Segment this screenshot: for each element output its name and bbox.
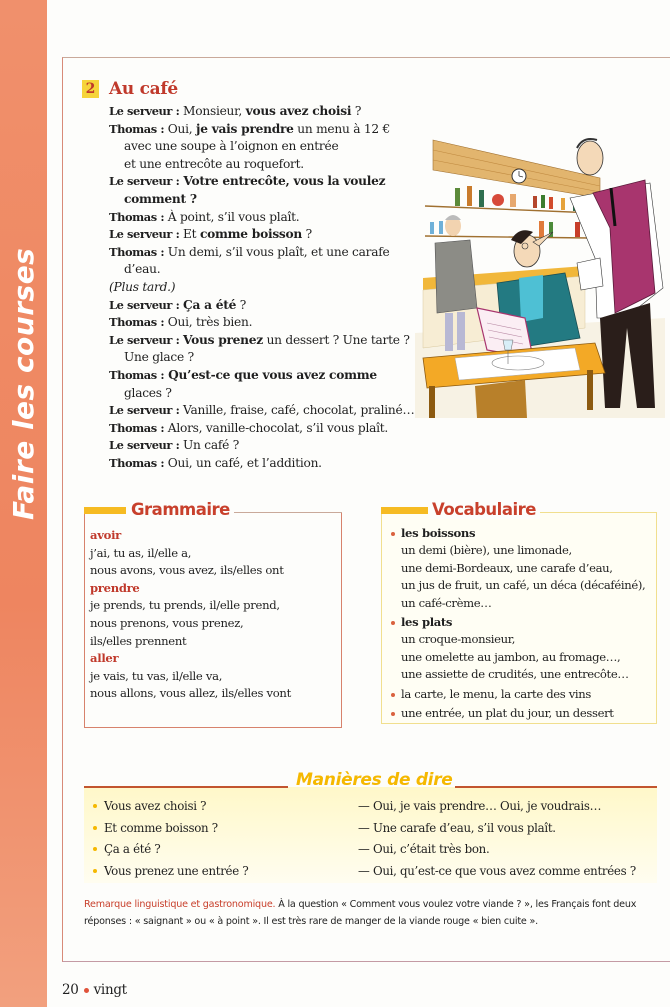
dialogue-line [109, 437, 429, 455]
section-number-badge: 2 [82, 80, 99, 98]
page-number-word: vingt [93, 982, 127, 998]
note-text: À la question « Comment vous voulez votre viande ? », les Français font deux réponses : « saignant » ou « à point ». Il est très rare de manger de la viande rouge « bien cuite ». [84, 899, 637, 927]
dialogue-line [109, 297, 429, 315]
line-text: Oui, [164, 121, 197, 136]
speaker: Thomas : [109, 121, 165, 136]
expressions-questions [92, 796, 342, 882]
line-text: À point, s’il vous plaît. [164, 209, 300, 224]
vocabulary-line: une assiette de crudités, une entrecôte… [401, 667, 629, 682]
page-number: 20 [62, 982, 79, 998]
expressions-title: Manières de dire [296, 770, 453, 790]
speaker: Thomas : [109, 455, 165, 470]
dialogue-line [109, 121, 429, 174]
dialogue-text [109, 103, 429, 472]
dialogue-line [109, 455, 429, 473]
chapter-side-band [0, 0, 47, 1007]
vocabulary-item [389, 525, 659, 612]
expressions-rule-right [455, 786, 657, 788]
note-label: Remarque linguistique et gastronomique. [84, 899, 276, 910]
vocabulary-content [389, 525, 659, 724]
verb-heading: prendre [90, 580, 140, 595]
vocabulary-category: les plats [401, 615, 453, 630]
vocabulary-title: Vocabulaire [429, 500, 540, 519]
verb-heading: avoir [90, 528, 121, 542]
expression-question: Vous avez choisi ? [92, 796, 342, 818]
line-continuation: comment ? [124, 191, 197, 206]
key-phrase: Votre entrecôte, vous la voulez [179, 174, 386, 189]
line-text: ? [351, 104, 362, 118]
expression-question: Ça a été ? [92, 839, 342, 861]
line-text: Oui, très bien. [164, 315, 253, 330]
expression-answer: — Oui, qu’est-ce que vous avez comme entrées ? [358, 863, 636, 878]
line-continuation: glaces ? [124, 385, 172, 400]
vocabulary-line: une omelette au jambon, au fromage…, [401, 649, 621, 664]
vocabulary-item: la carte, le menu, la carte des vins [389, 686, 659, 703]
speaker: Le serveur : [109, 438, 180, 453]
conjugation-line: ils/elles prennent [90, 633, 187, 648]
dialogue-line [109, 173, 429, 208]
dialogue-line [109, 367, 429, 402]
line-continuation: avec une soupe à l’oignon en entrée [124, 139, 339, 154]
line-continuation: Une glace ? [124, 350, 194, 365]
cultural-note [84, 897, 654, 930]
vocabulary-top-rule [537, 512, 657, 513]
grammar-title: Grammaire [128, 500, 234, 519]
vocabulary-line: une demi-Bordeaux, une carafe d’eau, [401, 560, 613, 575]
line-continuation: d’eau. [124, 262, 161, 277]
stage-direction: (Plus tard.) [109, 279, 176, 294]
speaker: Thomas : [109, 315, 165, 330]
expression-question: Vous prenez une entrée ? [92, 861, 342, 883]
key-phrase: vous avez choisi [245, 104, 352, 118]
dialogue-title: Au café [109, 79, 178, 99]
vocabulary-item [389, 614, 659, 684]
line-text: un menu à 12 € [293, 121, 390, 136]
expression-answer: — Oui, je vais prendre… Oui, je voudrais… [358, 799, 602, 813]
verb-heading: aller [90, 651, 119, 666]
cafe-illustration [415, 118, 665, 418]
conjugation-line: nous allons, vous allez, ils/elles vont [90, 686, 291, 701]
key-phrase: Qu’est-ce que vous avez comme [164, 367, 377, 382]
dialogue-line [109, 332, 429, 367]
line-text: ? [236, 297, 247, 312]
conjugation-line: nous prenons, vous prenez, [90, 615, 244, 630]
line-text: Alors, vanille-chocolat, s’il vous plaît. [164, 420, 389, 435]
speaker: Le serveur : [109, 297, 180, 312]
speaker: Le serveur : [109, 104, 180, 118]
expression-question: Et comme boisson ? [92, 818, 342, 840]
expressions-rule-left [84, 786, 288, 788]
dialogue-line [109, 103, 429, 121]
speaker: Thomas : [109, 367, 165, 382]
chapter-title: Faire les courses [7, 247, 40, 520]
vocabulary-line: un jus de fruit, un café, un déca (décaféiné), [401, 578, 646, 593]
key-phrase: Vous prenez [183, 332, 263, 347]
grammar-content [90, 527, 340, 703]
dialogue-line [109, 314, 429, 332]
conjugation-line: je vais, tu vas, il/elle va, [90, 668, 223, 683]
vocabulary-category: les boissons [401, 526, 476, 540]
speaker: Le serveur : [109, 174, 180, 189]
vocabulary-line: un croque-monsieur, [401, 632, 516, 647]
dialogue-line [109, 402, 429, 420]
vocabulary-item: une entrée, un plat du jour, un dessert [389, 705, 659, 722]
dialogue-line [109, 209, 429, 227]
line-text: Et [179, 227, 200, 242]
line-text: Vanille, fraise, café, chocolat, praliné… [179, 403, 415, 418]
dialogue-line [109, 226, 429, 244]
speaker: Thomas : [109, 420, 165, 435]
line-text: Un café ? [179, 438, 239, 453]
line-text: un dessert ? Une tarte ? [262, 332, 410, 347]
grammar-tab-marker [84, 507, 126, 514]
line-text: ? [302, 227, 312, 242]
line-continuation: et une entrecôte au roquefort. [124, 156, 304, 171]
speaker: Le serveur : [109, 332, 180, 347]
expression-answer: — Une carafe d’eau, s’il vous plaît. [358, 820, 556, 835]
speaker: Le serveur : [109, 403, 180, 418]
speaker: Thomas : [109, 209, 165, 224]
speaker: Le serveur : [109, 227, 180, 242]
dialogue-line [109, 420, 429, 438]
vocabulary-line: un café-crème… [401, 595, 492, 610]
key-phrase: je vais prendre [196, 121, 294, 136]
vocabulary-tab-marker [381, 507, 428, 514]
conjugation-line: j’ai, tu as, il/elle a, [90, 545, 192, 560]
expressions-answers [358, 796, 658, 882]
dialogue-header [82, 79, 178, 99]
speaker: Thomas : [109, 244, 165, 259]
key-phrase: Ça a été [183, 297, 237, 312]
line-text: Un demi, s’il vous plaît, et une carafe [164, 244, 390, 259]
expression-answer: — Oui, c’était très bon. [358, 842, 490, 856]
line-text: Monsieur, [179, 104, 246, 118]
line-text: Oui, un café, et l’addition. [164, 455, 322, 470]
grammar-top-rule [230, 512, 342, 513]
page-footer [62, 982, 127, 998]
conjugation-line: je prends, tu prends, il/elle prend, [90, 598, 280, 613]
bullet-dot-icon [84, 988, 89, 993]
vocabulary-line: un demi (bière), une limonade, [401, 543, 572, 558]
dialogue-line [109, 244, 429, 279]
key-phrase: comme boisson [199, 227, 303, 242]
conjugation-line: nous avons, vous avez, ils/elles ont [90, 563, 284, 578]
